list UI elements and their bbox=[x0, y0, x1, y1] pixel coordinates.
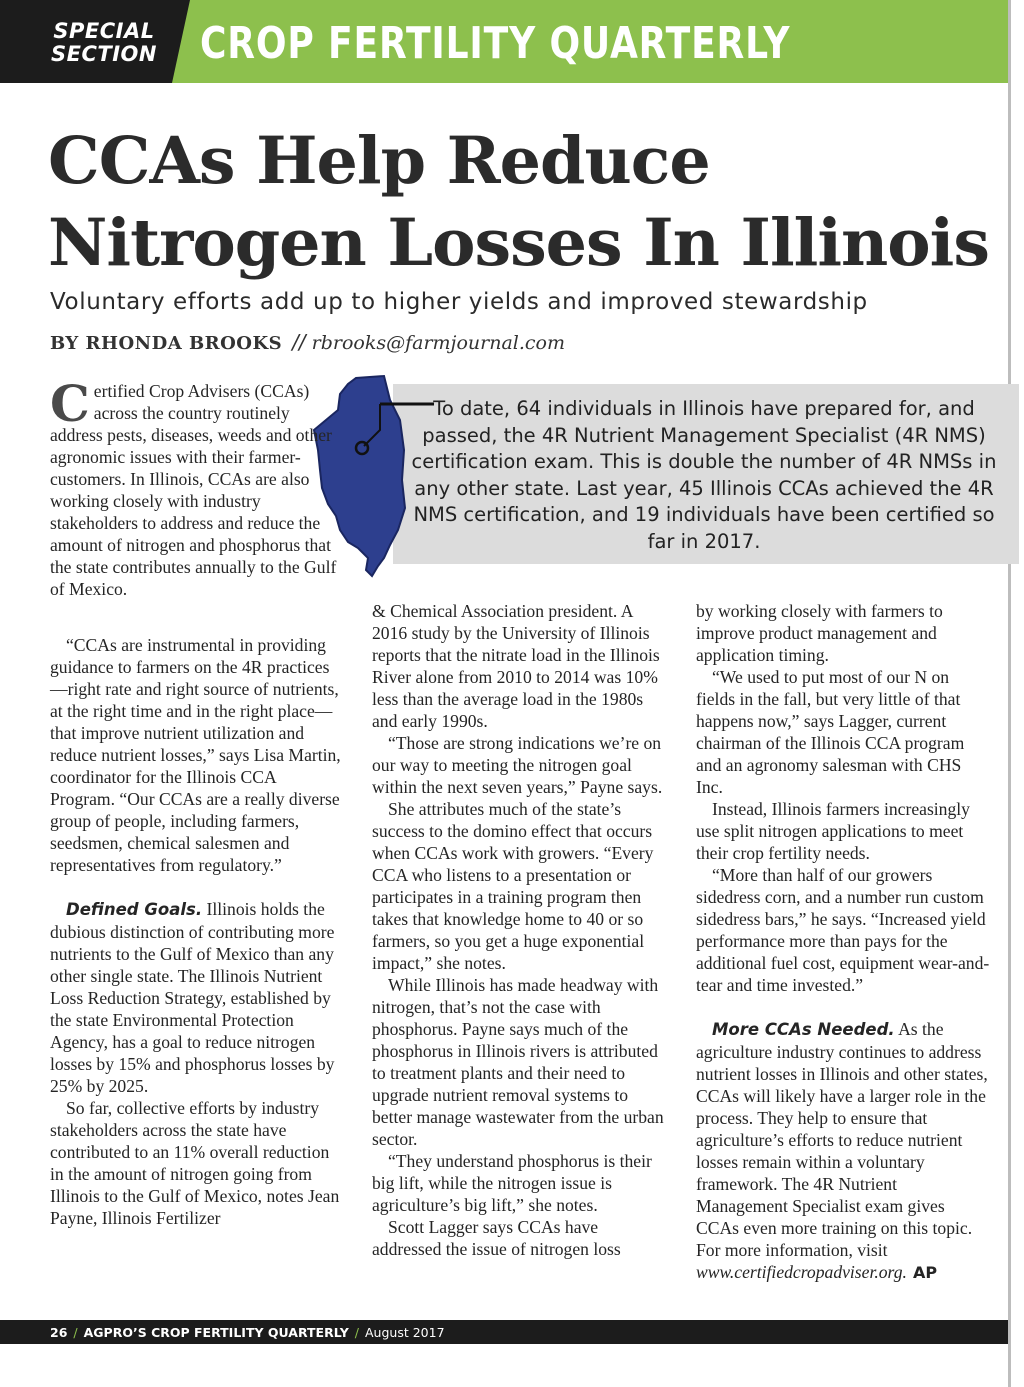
paragraph-split-n: Instead, Illinois farmers increasingly use split nitrogen applications to meet their crop fertility needs. bbox=[696, 799, 970, 863]
paragraph-more-ccas-text: As the agriculture industry continues to address nutrient losses in Illinois and other states, CCAs will likely have a larger role in the process. They help to ensure that agriculture’s efforts to reduce nutrient losses remain within a voluntary framework. The 4R Nutrient Management Specialist exam gives CCAs even more training on this topic. For more information, visit bbox=[696, 1019, 988, 1260]
paragraph-fall-n: “We used to put most of our N on fields in the fall, but very little of that happens now,” says Lagger, current chairman of the Illinois CCA program and an agronomy salesman with CHS Inc. bbox=[696, 667, 965, 797]
paragraph-intro bbox=[50, 374, 342, 600]
page-number: 26 bbox=[50, 1325, 68, 1340]
paragraph-phosphorus: While Illinois has made headway with nitrogen, that’s not the case with phosphorus. Payne says much of the phosphorus in Illinois rivers is attributed to treatment plants and their need to upgrade nutrient removal systems to better manage wastewater from the urban sector. bbox=[372, 975, 664, 1149]
paragraph-martin-quote: “CCAs are instrumental in providing guidance to farmers on the 4R practices—right rate and right source of nutrients, at the right time and in the right place—that improve nutrient utilization and reduce nutrient losses,” says Lisa Martin, coordinator for the Illinois CCA Program. “Our CCAs are a really diverse group of people, including farmers, seedsmen, chemical salesmen and representatives from regulatory.” bbox=[50, 635, 341, 875]
article-deck: Voluntary efforts add up to higher yields and improved stewardship bbox=[50, 289, 868, 315]
byline-email: rbrooks@farmjournal.com bbox=[311, 332, 565, 354]
special-label-line1: SPECIAL bbox=[53, 19, 155, 43]
end-mark: AP bbox=[912, 1263, 938, 1282]
paragraph-payne: So far, collective efforts by industry stakeholders across the state have contributed to an 11% overall reduction in the amount of nitrogen going from Illinois to the Gulf of Mexico, notes Jean Payne, Illinois Fertilizer bbox=[50, 1098, 340, 1228]
paragraph-domino: She attributes much of the state’s success to the domino effect that occurs when CCAs work with growers. “Every CCA who listens to a presentation or participates in a training program then takes that knowledge home to 40 or so farmers, so you get a huge exponential impact,” she notes. bbox=[372, 799, 654, 973]
page-edge-rule bbox=[1008, 0, 1011, 1387]
column-3 bbox=[696, 600, 992, 1284]
footer-publication: AGPRO’S CROP FERTILITY QUARTERLY bbox=[83, 1325, 349, 1340]
section-title: CROP FERTILITY QUARTERLY bbox=[200, 18, 791, 69]
footer-date: August 2017 bbox=[365, 1325, 445, 1340]
footer-slash-2: / bbox=[354, 1325, 359, 1340]
paragraph-indications: “Those are strong indications we’re on our way to meeting the nitrogen goal within the next seven years,” Payne says. bbox=[372, 733, 663, 797]
callout-text: To date, 64 individuals in Illinois have prepared for, and passed, the 4R Nutrient Management Specialist (4R NMS) certification exam. This is double the number of 4R NMSs in any other state. Last year, 45 Illinois CCAs achieved the 4R NMS certification, and 19 individuals have been certified so far in 2017. bbox=[411, 397, 997, 553]
paragraph-more-ccas bbox=[696, 1018, 992, 1284]
subhead-defined-goals: Defined Goals. bbox=[66, 900, 203, 919]
column-1-top bbox=[50, 374, 342, 600]
special-label-line2: SECTION bbox=[51, 42, 157, 66]
special-section-label bbox=[44, 20, 164, 66]
paragraph-intro-text: ertified Crop Advisers (CCAs) across the country routinely address pests, diseases, weeds and other agronomic issues with their farmer-customers. In Illinois, CCAs are also working closely with industry stakeholders to address and reduce the amount of nitrogen and phosphorus that the state contributes annually to the Gulf of Mexico. bbox=[50, 381, 337, 599]
paragraph-big-lift: “They understand phosphorus is their big lift, while the nitrogen issue is agriculture’s big lift,” she notes. bbox=[372, 1151, 652, 1215]
footer-text bbox=[50, 1325, 445, 1340]
byline-separator: // bbox=[292, 330, 306, 354]
subhead-more-ccas: More CCAs Needed. bbox=[712, 1020, 895, 1039]
website-link[interactable]: www.certifiedcropadviser.org. bbox=[696, 1262, 907, 1282]
paragraph-sidedress: “More than half of our growers sidedress corn, and a number run custom sidedress bars,” he says. “Increased yield performance more than pays for the additional fuel cost, equipment wear-and-tear and time invested.” bbox=[696, 865, 990, 995]
article-headline: CCAs Help Reduce Nitrogen Losses In Illinois bbox=[48, 123, 989, 281]
column-1 bbox=[50, 590, 344, 1229]
byline bbox=[50, 330, 565, 355]
byline-author: BY RHONDA BROOKS bbox=[50, 333, 283, 354]
paragraph-defined-goals-text: Illinois holds the dubious distinction of contributing more nutrients to the Gulf of Mexico than any other single state. The Illinois Nutrient Loss Reduction Strategy, established by the state Environmental Protection Agency, has a goal to reduce nitrogen losses by 15% and phosphorus losses by 25% by 2025. bbox=[50, 899, 335, 1096]
dropcap: C bbox=[50, 374, 90, 433]
paragraph-study: & Chemical Association president. A 2016 study by the University of Illinois reports that the nitrate load in the Illinois River alone from 2010 to 2014 was 10% less than the average load in the 1980s and early 1990s. bbox=[372, 601, 660, 731]
column-2 bbox=[372, 600, 668, 1260]
paragraph-defined-goals bbox=[50, 898, 344, 1097]
paragraph-lagger: Scott Lagger says CCAs have addressed the issue of nitrogen loss bbox=[372, 1217, 621, 1259]
footer-slash-1: / bbox=[73, 1325, 78, 1340]
paragraph-working-closely: by working closely with farmers to improve product management and application timing. bbox=[696, 601, 943, 665]
